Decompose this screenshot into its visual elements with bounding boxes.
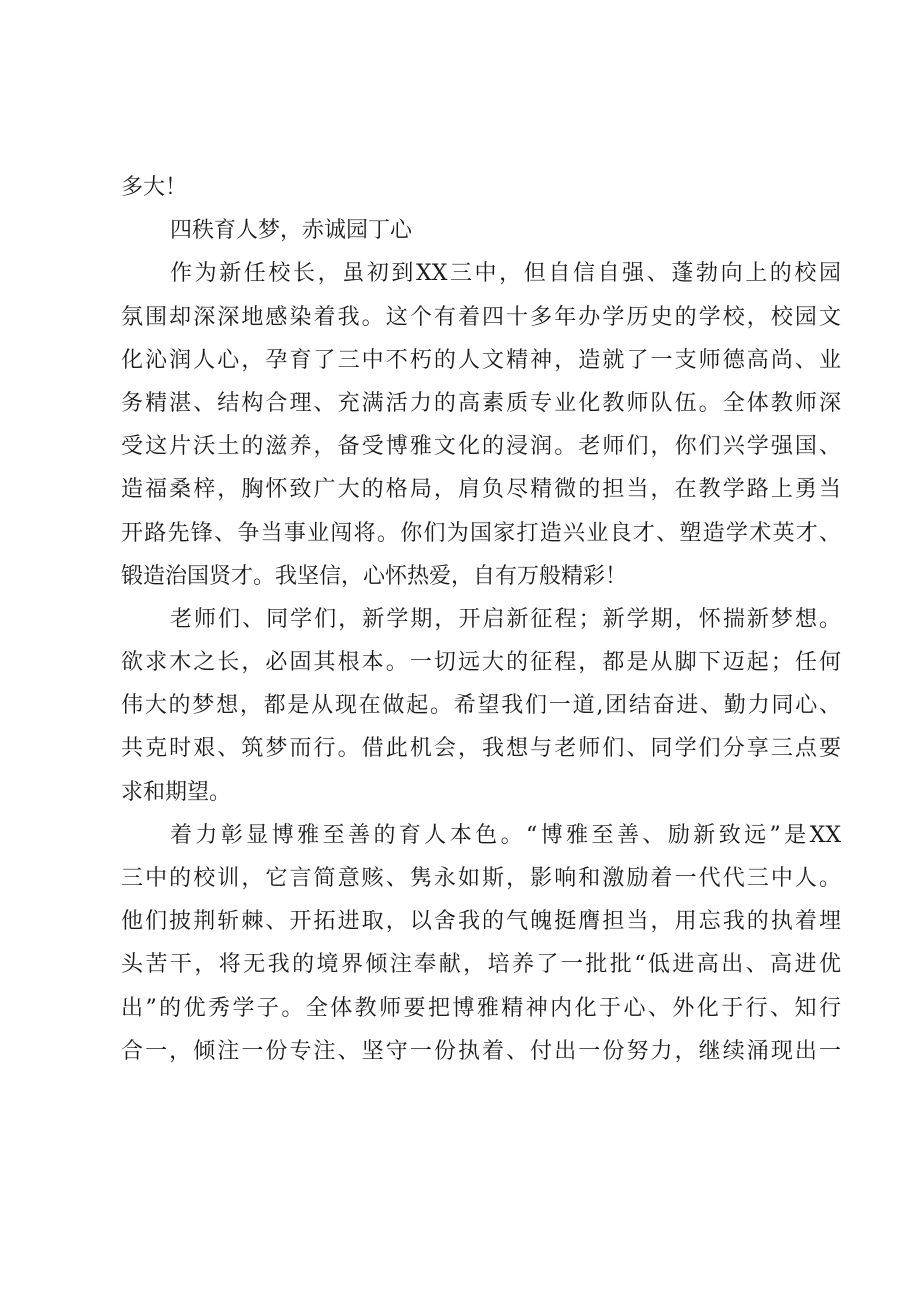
text-line: 伟大的梦想，都是从现在做起。希望我们一道,团结奋进、勤力同心、 xyxy=(121,693,841,719)
text-line: 化沁润人心，孕育了三中不朽的人文精神，造就了一支师德高尚、业 xyxy=(121,347,841,373)
paragraph-first-line: 着力彰显博雅至善的育人本色。“博雅至善、励新致远”是XX xyxy=(170,822,841,848)
text-line: 开路先锋、争当事业闯将。你们为国家打造兴业良才、塑造学术英才、 xyxy=(121,520,841,546)
text-line: 氛围却深深地感染着我。这个有着四十多年办学历史的学校，校园文 xyxy=(121,304,841,330)
text-line: 造福桑梓，胸怀致广大的格局，肩负尽精微的担当，在教学路上勇当 xyxy=(121,477,841,503)
text-line: 受这片沃土的滋养，备受博雅文化的浸润。老师们，你们兴学强国、 xyxy=(121,434,841,460)
body-text xyxy=(121,166,841,1073)
text-line: 锻造治国贤才。我坚信，心怀热爱，自有万般精彩！ xyxy=(121,563,628,589)
text-line: 他们披荆斩棘、开拓进取，以舍我的气魄挺膺担当，用忘我的执着埋 xyxy=(121,909,841,935)
text-line: 求和期望。 xyxy=(121,779,232,805)
text-line: 共克时艰、筑梦而行。借此机会，我想与老师们、同学们分享三点要 xyxy=(121,736,841,762)
paragraph-first-line: 四秩育人梦，赤诚园丁心 xyxy=(170,218,413,244)
text-line: 欲求木之长，必固其根本。一切远大的征程，都是从脚下迈起；任何 xyxy=(121,650,841,676)
text-line: 多大！ xyxy=(121,175,188,200)
text-line: 三中的校训，它言简意赅、隽永如斯，影响和激励着一代代三中人。 xyxy=(121,866,841,891)
paragraph-first-line: 老师们、同学们，新学期，开启新征程；新学期，怀揣新梦想。 xyxy=(170,606,841,632)
text-line: 合一，倾注一份专注、坚守一份执着、付出一份努力，继续涌现出一 xyxy=(121,1038,841,1064)
paragraph-first-line: 作为新任校长，虽初到XX三中，但自信自强、蓬勃向上的校园 xyxy=(170,261,841,287)
text-line: 务精湛、结构合理、充满活力的高素质专业化教师队伍。全体教师深 xyxy=(121,390,841,416)
text-line: 出”的优秀学子。全体教师要把博雅精神内化于心、外化于行、知行 xyxy=(121,995,841,1021)
text-line: 头苦干，将无我的境界倾注奉献，培养了一批批“低进高出、高进优 xyxy=(121,952,841,978)
